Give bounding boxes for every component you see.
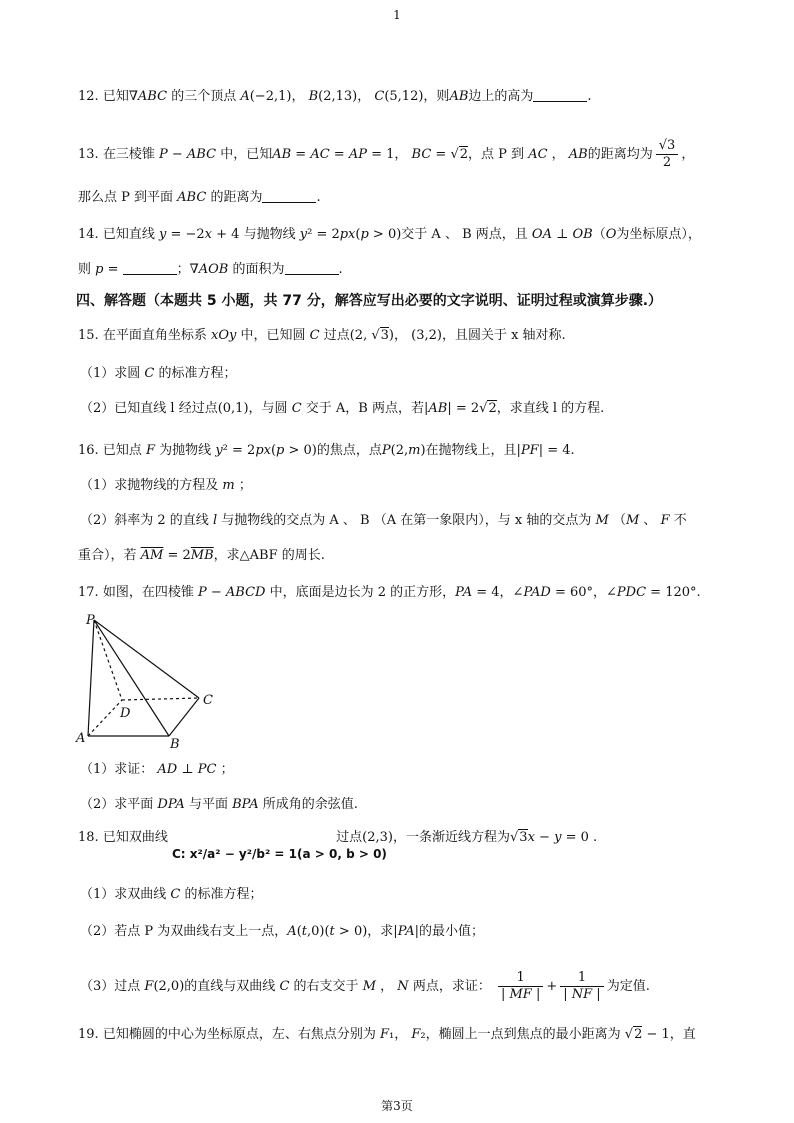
question-18-part1: （1）求双曲线 C 的标准方程； bbox=[80, 887, 263, 902]
page-footer: 第3页 bbox=[381, 1099, 413, 1113]
label-A: A bbox=[76, 731, 86, 746]
question-16-part1: （1）求抛物线的方程及 m ； bbox=[80, 478, 252, 493]
edge-PC bbox=[94, 620, 199, 698]
page-number: 1 bbox=[393, 8, 401, 22]
question-15-part1: （1）求圆 C 的标准方程； bbox=[80, 366, 237, 381]
question-18-part3: （3）过点 F(2,0)的直线与双曲线 C 的右支交于 M ， N 两点，求证： $\frac{1}{| MF |}$ + $\frac{1}{| NF |}$ 为定值. bbox=[80, 970, 650, 1002]
question-15: 15. 在平面直角坐标系 xOy 中，已知圆 C 过点(2, √3)， (3,2)，且圆关于 x 轴对称. bbox=[78, 328, 566, 343]
question-12: 12. 已知∇ABC 的三个顶点 A(−2,1)， B(2,13)， C(5,12)，则AB边上的高为 . bbox=[78, 89, 592, 104]
label-P: P bbox=[86, 613, 95, 628]
question-16-line3: 重合），若 $\overline{AM} = 2\overline{MB}$，求△ABF 的周长. bbox=[78, 548, 325, 563]
question-14: 14. 已知直线 y = −2x + 4 与抛物线 y² = 2px(p > 0)交于 A 、 B 两点，且 OA ⊥ OB（O为坐标原点）， bbox=[78, 227, 701, 242]
question-13-line2: 那么点 P 到平面 ABC 的距离为 . bbox=[78, 190, 321, 205]
question-13: 13. 在三棱锥 P − ABC 中，已知AB = AC = AP = 1， BC = √2，点 P 到 AC ， AB的距离均为 $\frac{√3}{2}$ ， bbox=[78, 138, 695, 170]
label-D: D bbox=[120, 706, 131, 721]
question-15-part2: （2）已知直线 l 经过点(0,1)，与圆 C 交于 A，B 两点，若|AB| = 2√2，求直线 l 的方程. bbox=[80, 401, 605, 416]
edge-AD-hidden bbox=[88, 700, 122, 736]
edge-DC-hidden bbox=[122, 698, 199, 700]
question-14-line2: 则 p = ；∇AOB 的面积为 . bbox=[78, 262, 343, 277]
pyramid-figure bbox=[74, 612, 234, 752]
edge-BC bbox=[169, 698, 199, 736]
answer-blank[interactable] bbox=[262, 189, 316, 203]
answer-blank-area[interactable] bbox=[285, 261, 339, 275]
question-18-part2: （2）若点 P 为双曲线右支上一点，A(t,0)(t > 0)，求|PA|的最小值； bbox=[80, 924, 485, 939]
edge-PD-hidden bbox=[94, 620, 122, 700]
question-17-part1: （1）求证： AD ⊥ PC ； bbox=[80, 762, 234, 777]
fraction-MF: $\frac{1}{| MF |}$ bbox=[498, 970, 543, 1003]
question-19: 19. 已知椭圆的中心为坐标原点，左、右焦点分别为 F₁， F₂，椭圆上一点到焦点的最小距离为 √2 − 1，直 bbox=[78, 1027, 696, 1042]
fraction: $\frac{√3}{2}$ bbox=[656, 138, 679, 171]
question-16-part2: （2）斜率为 2 的直线 l 与抛物线的交点为 A 、 B （A 在第一象限内），与 x 轴的交点为 M （M 、 F 不 bbox=[80, 513, 687, 528]
question-18: 18. 已知双曲线 过点(2,3)，一条渐近线方程为√3x − y = 0 . bbox=[78, 830, 598, 845]
answer-blank[interactable] bbox=[533, 88, 587, 102]
edge-PA bbox=[88, 620, 94, 736]
question-17-part2: （2）求平面 DPA 与平面 BPA 所成角的余弦值. bbox=[80, 797, 358, 812]
label-B: B bbox=[170, 737, 180, 752]
question-17: 17. 如图，在四棱锥 P − ABCD 中，底面是边长为 2 的正方形，PA = 4，∠PAD = 60°，∠PDC = 120°. bbox=[78, 585, 701, 600]
section-heading: 四、解答题（本题共 5 小题，共 77 分，解答应写出必要的文字说明、证明过程或演算步骤.） bbox=[76, 293, 663, 309]
fraction-NF: $\frac{1}{| NF |}$ bbox=[560, 970, 603, 1003]
answer-blank-p[interactable] bbox=[123, 261, 177, 275]
question-16: 16. 已知点 F 为抛物线 y² = 2px(p > 0)的焦点，点P(2,m)在抛物线上，且|PF| = 4. bbox=[78, 443, 575, 458]
hyperbola-equation: C: x²/a² − y²/b² = 1(a > 0, b > 0) bbox=[172, 847, 387, 861]
label-C: C bbox=[203, 693, 213, 708]
